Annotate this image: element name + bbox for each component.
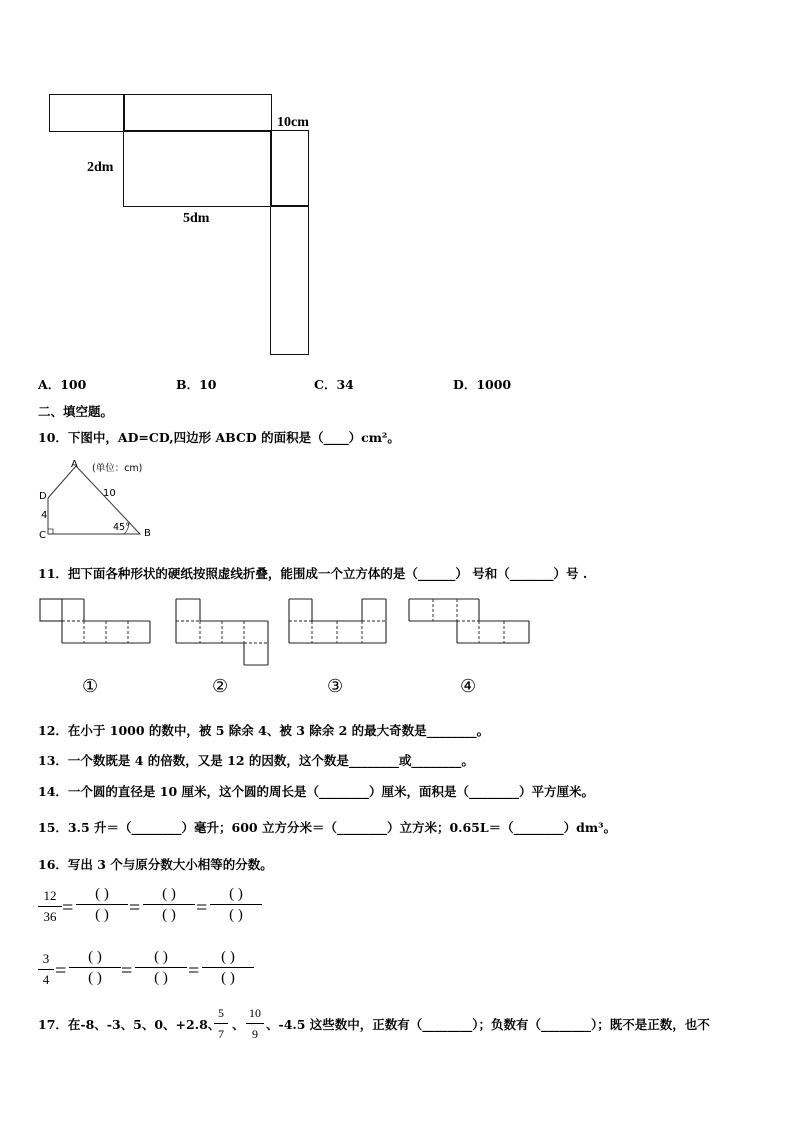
question-15: 15．3.5 升＝（________）毫升；600 立方分米＝（________）立方米；0.65L＝（________）dm³。 [38,820,617,835]
net-label-2: ② [212,676,229,697]
equals-sign: = [129,897,141,919]
equals-sign: = [196,897,208,919]
numerator: 12 [43,888,57,903]
pt-a: A [71,459,78,470]
option-a: A．100 [38,377,87,392]
len-dc: 4 [41,510,48,521]
net-label-4: ④ [460,676,477,697]
fraction-5-7: 5 7 [214,1004,228,1043]
question-14: 14．一个圆的直径是 10 厘米，这个圆的周长是（________）厘米，面积是（________）平方厘米。 [38,784,594,799]
equals-sign: = [55,960,67,982]
equals-sign: = [188,960,200,982]
equals-sign: = [121,960,133,982]
question-10: 10．下图中，AD=CD,四边形 ABCD 的面积是（____）cm²。 [38,430,400,445]
blank-fraction: ( ) ( ) [210,885,262,924]
fraction-3-4 [38,950,54,989]
unit-note: (单位：cm) [92,463,143,474]
net-label-1: ① [82,676,99,697]
pt-d: D [39,491,47,502]
question-16: 16．写出 3 个与原分数大小相等的分数。 [38,857,273,872]
option-c: C．34 [314,377,354,392]
blank-fraction: ( ) ( ) [69,948,121,987]
blank-fraction: ( ) ( ) [76,885,128,924]
pt-c: C [39,530,46,541]
cube-nets [36,595,536,670]
blank-fraction: ( ) ( ) [143,885,195,924]
net-face-right-upper [270,130,309,207]
question-11: 11．把下面各种形状的硬纸按照虚线折叠，能围成一个立方体的是（______） 号和（_______）号 . [38,566,588,581]
net-face-main [123,130,272,207]
angle-b: 45° [113,522,130,533]
blank-fraction: ( ) ( ) [135,948,187,987]
label-10cm: 10cm [277,115,309,130]
blank-fraction: ( ) ( ) [202,948,254,987]
equals-sign: = [62,897,74,919]
pt-b: B [144,528,151,539]
label-5dm: 5dm [183,211,210,226]
option-d: D．1000 [453,377,512,392]
question-13: 13．一个数既是 4 的倍数，又是 12 的因数，这个数是________或________。 [38,753,474,768]
denominator: 36 [43,909,57,924]
net-face-left [49,94,125,132]
fraction-10-9: 10 9 [246,1004,264,1043]
net-label-3: ③ [327,676,344,697]
net-face-top [123,94,272,132]
separator: 、 [232,1017,245,1032]
denominator: 4 [42,972,50,987]
question-17-start: 17．在-8、-3、5、0、+2.8、 [38,1017,221,1032]
net-face-right-lower [270,205,309,355]
label-2dm: 2dm [87,160,114,175]
len-ab: 10 [103,488,116,499]
question-12: 12．在小于 1000 的数中，被 5 除余 4、被 3 除余 2 的最大奇数是________。 [38,723,490,738]
question-17-end: 、-4.5 这些数中，正数有（________）；负数有（________）；既不是正数，也不 [266,1017,710,1032]
fraction-12-36 [38,887,62,926]
option-b: B．10 [176,377,217,392]
numerator: 3 [42,951,50,966]
section-title: 二、填空题。 [38,404,114,419]
